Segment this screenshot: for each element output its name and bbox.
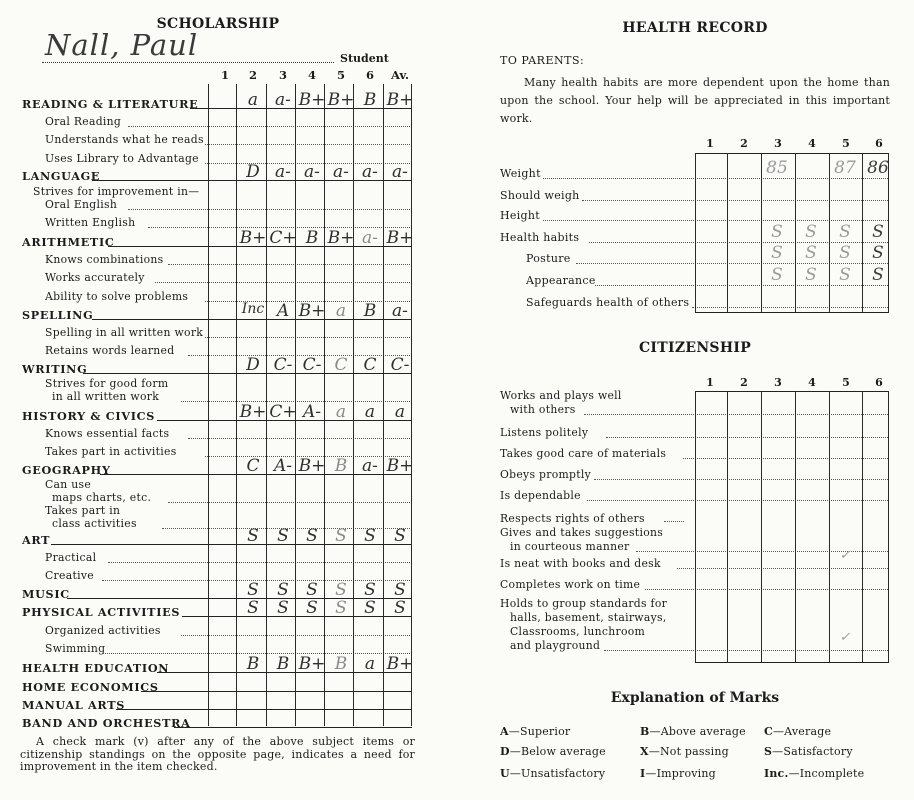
sub-item-label: Retains words learned: [45, 344, 175, 357]
handwritten-grade: S: [394, 598, 406, 618]
handwritten-health-mark: S: [805, 243, 817, 263]
subject-label: HEALTH EDUCATION: [22, 661, 170, 675]
handwritten-grade: B: [276, 654, 290, 674]
citizenship-column-rule: [888, 391, 889, 663]
handwritten-grade: a-: [275, 90, 291, 110]
mark-legend-text: Unsatisfactory: [521, 767, 606, 780]
handwritten-health-mark: S: [839, 222, 851, 242]
mark-legend-dash: —: [509, 767, 521, 780]
mark-legend-item: [640, 745, 729, 758]
handwritten-grade: a-: [392, 162, 408, 182]
handwritten-grade: a-: [362, 456, 378, 476]
dotted-leader: [604, 650, 888, 651]
sub-item-label: in all written work: [52, 390, 160, 403]
handwritten-grade: B+: [298, 654, 326, 674]
handwritten-grade: B+: [386, 654, 414, 674]
sub-item-label: Takes part in: [45, 504, 121, 517]
sub-item-label: Oral English: [45, 198, 118, 211]
student-label: Student: [340, 52, 389, 65]
handwritten-grade: C: [334, 355, 348, 375]
handwritten-grade: S: [364, 598, 376, 618]
mark-legend-item: [764, 725, 831, 738]
handwritten-grade: C-: [273, 355, 293, 375]
health-row-label: Health habits: [500, 231, 580, 244]
health-row-label: Should weigh: [500, 189, 580, 202]
handwritten-grade: Inc: [241, 301, 265, 317]
scholarship-title: SCHOLARSHIP: [156, 16, 280, 32]
handwritten-grade: S: [306, 598, 318, 618]
sub-item-label: Spelling in all written work: [45, 326, 204, 339]
dotted-leader: [155, 282, 412, 283]
subject-label: SPELLING: [22, 308, 94, 322]
citizenship-column-rule: [795, 391, 796, 663]
check-mark: ✓: [839, 630, 851, 645]
handwritten-grade: B+: [298, 90, 326, 110]
sub-item-label: Strives for improvement in—: [33, 185, 200, 198]
dotted-leader: [543, 220, 888, 221]
health-column-rule: [829, 153, 830, 313]
subject-label: HISTORY & CIVICS: [22, 409, 156, 423]
handwritten-health-mark: 86: [867, 158, 889, 178]
citizenship-row-label: Listens politely: [500, 426, 589, 439]
handwritten-grade: S: [335, 580, 347, 600]
health-column-rule: [727, 153, 728, 313]
health-row-label: Height: [500, 209, 540, 222]
mark-legend-key: Inc.: [764, 767, 789, 780]
handwritten-grade: B+: [386, 228, 414, 248]
handwritten-grade: B: [363, 301, 377, 321]
handwritten-health-mark: 85: [766, 158, 788, 178]
health-column-rule: [795, 153, 796, 313]
handwritten-grade: a-: [275, 162, 291, 182]
handwritten-grade: B+: [327, 228, 355, 248]
handwritten-health-mark: S: [872, 222, 884, 242]
scholarship-col-header: 3: [278, 68, 287, 82]
dotted-leader: [128, 126, 412, 127]
dotted-leader: [168, 264, 412, 265]
scholarship-column-rule: [236, 84, 237, 726]
mark-legend-item: [764, 745, 853, 758]
mark-legend-text: Improving: [656, 767, 716, 780]
handwritten-grade: S: [335, 526, 347, 546]
handwritten-grade: S: [364, 526, 376, 546]
handwritten-grade: D: [246, 355, 260, 375]
dotted-leader: [595, 285, 888, 286]
handwritten-grade: B: [363, 90, 377, 110]
subject-label: BAND AND ORCHESTRA: [22, 716, 191, 730]
handwritten-grade: S: [306, 526, 318, 546]
handwritten-grade: S: [364, 580, 376, 600]
handwritten-grade: a: [364, 402, 376, 422]
health-record-title: HEALTH RECORD: [622, 20, 768, 36]
check-mark-note: A check mark (v) after any of the above subject items or citizenship standings on the opposite page, indicates a need for improvement in the item checked.: [20, 735, 415, 773]
citizenship-col-header: 2: [740, 376, 748, 389]
handwritten-health-mark: S: [771, 222, 783, 242]
health-col-header: 1: [706, 137, 714, 150]
handwritten-grade: A: [276, 301, 290, 321]
health-col-header: 5: [842, 137, 850, 150]
handwritten-grade: B+: [327, 90, 355, 110]
citizenship-column-rule: [695, 391, 696, 663]
health-col-header: 3: [774, 137, 782, 150]
handwritten-grade: S: [247, 580, 259, 600]
handwritten-grade: B+: [298, 456, 326, 476]
mark-legend-item: [764, 767, 864, 780]
scholarship-column-rule: [383, 84, 384, 726]
health-column-rule: [761, 153, 762, 313]
citizenship-bottom-rule: [695, 662, 888, 663]
subject-label: LANGUAGE: [22, 169, 101, 183]
handwritten-grade: a: [335, 301, 347, 321]
dotted-leader: [181, 635, 412, 636]
handwritten-health-mark: S: [839, 265, 851, 285]
handwritten-grade: a: [364, 654, 376, 674]
mark-legend-dash: —: [649, 725, 661, 738]
mark-legend-key: C: [764, 725, 773, 738]
citizenship-column-rule: [862, 391, 863, 663]
mark-legend-item: [500, 745, 606, 758]
handwritten-grade: a: [335, 402, 347, 422]
health-column-rule: [695, 153, 696, 313]
scholarship-col-header: 2: [248, 68, 257, 82]
handwritten-grade: a: [394, 402, 406, 422]
subject-label: READING & LITERATURE: [22, 97, 199, 111]
handwritten-grade: a-: [362, 162, 378, 182]
mark-legend-key: U: [500, 767, 510, 780]
health-row-label: Safeguards health of others: [526, 296, 690, 309]
citizenship-header-rule: [695, 391, 888, 392]
scholarship-col-header: 5: [336, 68, 345, 82]
citizenship-row-label: Completes work on time: [500, 578, 641, 591]
handwritten-grade: S: [306, 580, 318, 600]
citizenship-row-label: Works and plays well: [500, 389, 622, 402]
sub-item-label: Strives for good form: [45, 377, 169, 390]
handwritten-grade: S: [277, 580, 289, 600]
citizenship-column-rule: [829, 391, 830, 663]
mark-legend-item: [500, 767, 605, 780]
handwritten-grade: B: [334, 654, 348, 674]
scholarship-col-header: Av.: [391, 68, 409, 82]
dotted-leader: [664, 521, 684, 522]
subject-rule: [141, 691, 412, 692]
subject-label: GEOGRAPHY: [22, 463, 111, 477]
dotted-leader: [584, 414, 888, 415]
dotted-leader: [606, 437, 888, 438]
dotted-leader: [683, 458, 888, 459]
subject-label: ARITHMETIC: [22, 235, 115, 249]
mark-legend-text: Incomplete: [799, 767, 865, 780]
dotted-leader: [645, 589, 888, 590]
mark-legend-key: A: [500, 725, 509, 738]
mark-legend-text: Below average: [520, 745, 606, 758]
citizenship-row-label: Takes good care of materials: [500, 447, 667, 460]
citizenship-title: CITIZENSHIP: [638, 340, 752, 356]
scholarship-col-header: 4: [307, 68, 316, 82]
handwritten-grade: B+: [298, 301, 326, 321]
scholarship-column-rule: [208, 84, 209, 726]
handwritten-grade: C-: [302, 355, 322, 375]
subject-label: MANUAL ARTS: [22, 698, 126, 712]
scholarship-column-rule: [266, 84, 267, 726]
sub-item-label: Practical: [45, 551, 97, 564]
mark-legend-key: I: [640, 767, 646, 780]
student-name-handwritten: Nall, Paul: [45, 28, 199, 62]
handwritten-health-mark: 87: [834, 158, 856, 178]
mark-legend-dash: —: [772, 725, 785, 738]
handwritten-grade: S: [394, 526, 406, 546]
sub-item-label: Works accurately: [45, 271, 145, 284]
scholarship-column-rule: [411, 84, 412, 726]
subject-label: MUSIC: [22, 587, 70, 601]
sub-item-label: class activities: [52, 517, 137, 530]
mark-legend-item: [640, 725, 746, 738]
scholarship-column-rule: [353, 84, 354, 726]
handwritten-health-mark: S: [872, 265, 884, 285]
explanation-title: Explanation of Marks: [610, 690, 780, 706]
sub-item-label: Ability to solve problems: [45, 290, 189, 303]
sub-item-label: Takes part in activities: [45, 445, 177, 458]
handwritten-grade: A-: [273, 456, 293, 476]
scholarship-column-rule: [324, 84, 325, 726]
handwritten-grade: C+: [269, 402, 297, 422]
subject-label: PHYSICAL ACTIVITIES: [22, 605, 181, 619]
health-intro-text: Many health habits are more dependent upon the home than upon the school. Your help will be appreciated in this important work.: [500, 76, 890, 125]
dotted-leader: [692, 307, 888, 308]
mark-legend-text: Above average: [660, 725, 746, 738]
scholarship-col-header: 6: [365, 68, 374, 82]
sub-item-label: Oral Reading: [45, 115, 122, 128]
mark-legend-key: S: [764, 745, 773, 758]
citizenship-col-header: 3: [774, 376, 782, 389]
mark-legend-key: D: [500, 745, 510, 758]
dotted-leader: [128, 209, 412, 210]
health-column-rule: [862, 153, 863, 313]
sub-item-label: Written English: [45, 216, 136, 229]
handwritten-grade: B+: [386, 456, 414, 476]
scholarship-column-rule: [295, 84, 296, 726]
scholarship-col-header: 1: [220, 68, 229, 82]
health-row-label: Appearance: [526, 274, 596, 287]
citizenship-col-header: 4: [808, 376, 816, 389]
dotted-leader: [677, 568, 888, 569]
health-column-rule: [888, 153, 889, 313]
dotted-leader: [168, 502, 412, 503]
dotted-leader: [188, 438, 412, 439]
mark-legend-item: [500, 725, 570, 738]
handwritten-grade: C-: [390, 355, 410, 375]
mark-legend-key: X: [640, 745, 649, 758]
citizenship-col-header: 6: [875, 376, 883, 389]
handwritten-health-mark: S: [771, 243, 783, 263]
citizenship-col-header: 1: [706, 376, 714, 389]
health-header-rule: [695, 153, 888, 154]
health-bottom-rule: [695, 312, 888, 313]
handwritten-grade: C: [363, 355, 377, 375]
handwritten-grade: S: [394, 580, 406, 600]
mark-legend-dash: —: [645, 767, 657, 780]
handwritten-grade: a-: [392, 301, 408, 321]
subject-rule: [174, 727, 412, 728]
citizenship-row-label: Respects rights of others: [500, 512, 645, 525]
handwritten-grade: D: [246, 162, 260, 182]
handwritten-grade: S: [247, 526, 259, 546]
handwritten-grade: S: [247, 598, 259, 618]
handwritten-grade: C: [246, 456, 260, 476]
handwritten-grade: a: [247, 90, 259, 110]
mark-legend-dash: —: [508, 725, 520, 738]
mark-legend-item: [640, 767, 716, 780]
sub-item-label: Creative: [45, 569, 94, 582]
handwritten-health-mark: S: [805, 222, 817, 242]
handwritten-grade: C+: [269, 228, 297, 248]
mark-legend-dash: —: [788, 767, 800, 780]
handwritten-grade: B+: [239, 402, 267, 422]
handwritten-health-mark: S: [839, 243, 851, 263]
citizenship-row-label: Classrooms, lunchroom: [510, 625, 646, 638]
citizenship-row-label: halls, basement, stairways,: [510, 611, 667, 624]
sub-item-label: Understands what he reads: [45, 133, 204, 146]
handwritten-grade: B+: [239, 228, 267, 248]
sub-item-label: Knows essential facts: [45, 427, 170, 440]
citizenship-column-rule: [727, 391, 728, 663]
mark-legend-text: Satisfactory: [783, 745, 853, 758]
dotted-leader: [543, 178, 888, 179]
mark-legend-text: Not passing: [659, 745, 729, 758]
handwritten-grade: B: [305, 228, 319, 248]
subject-label: ART: [22, 533, 51, 547]
mark-legend-text: Superior: [519, 725, 571, 738]
health-row-label: Posture: [526, 252, 571, 265]
subject-rule: [116, 709, 412, 710]
citizenship-row-label: and playground: [510, 639, 601, 652]
handwritten-grade: a-: [362, 228, 378, 248]
citizenship-row-label: with others: [510, 403, 576, 416]
subject-label: HOME ECONOMICS: [22, 680, 159, 694]
citizenship-row-label: Is dependable: [500, 489, 581, 502]
student-name-line: [42, 62, 334, 63]
dotted-leader: [108, 562, 412, 563]
handwritten-health-mark: S: [771, 265, 783, 285]
health-col-header: 6: [875, 137, 883, 150]
handwritten-health-mark: S: [872, 243, 884, 263]
health-row-label: Weight: [500, 167, 541, 180]
citizenship-col-header: 5: [842, 376, 850, 389]
handwritten-health-mark: S: [805, 265, 817, 285]
handwritten-grade: A-: [302, 402, 322, 422]
handwritten-grade: a-: [304, 162, 320, 182]
mark-legend-dash: —: [772, 745, 784, 758]
handwritten-grade: B+: [386, 90, 414, 110]
handwritten-grade: S: [277, 526, 289, 546]
sub-item-label: Organized activities: [45, 624, 161, 637]
subject-label: WRITING: [22, 362, 88, 376]
check-mark: ✓: [839, 548, 851, 563]
sub-item-label: Swimming: [45, 642, 106, 655]
dotted-leader: [582, 200, 888, 201]
health-col-header: 4: [808, 137, 816, 150]
citizenship-row-label: in courteous manner: [510, 540, 630, 553]
handwritten-grade: B: [246, 654, 260, 674]
to-parents-heading: TO PARENTS:: [500, 54, 585, 67]
mark-legend-dash: —: [509, 745, 521, 758]
sub-item-label: maps charts, etc.: [52, 491, 152, 504]
handwritten-grade: B: [334, 456, 348, 476]
handwritten-grade: S: [277, 598, 289, 618]
citizenship-column-rule: [761, 391, 762, 663]
citizenship-row-label: Obeys promptly: [500, 468, 592, 481]
health-col-header: 2: [740, 137, 748, 150]
citizenship-row-label: Is neat with books and desk: [500, 557, 661, 570]
mark-legend-key: B: [640, 725, 650, 738]
citizenship-row-label: Holds to group standards for: [500, 597, 668, 610]
sub-item-label: Uses Library to Advantage: [45, 152, 199, 165]
sub-item-label: Knows combinations: [45, 253, 164, 266]
citizenship-row-label: Gives and takes suggestions: [500, 526, 664, 539]
handwritten-grade: S: [335, 598, 347, 618]
dotted-leader: [587, 500, 888, 501]
dotted-leader: [576, 263, 888, 264]
mark-legend-text: Average: [784, 725, 832, 738]
mark-legend-dash: —: [648, 745, 660, 758]
sub-item-label: Can use: [45, 478, 92, 491]
handwritten-grade: a-: [333, 162, 349, 182]
dotted-leader: [594, 479, 888, 480]
